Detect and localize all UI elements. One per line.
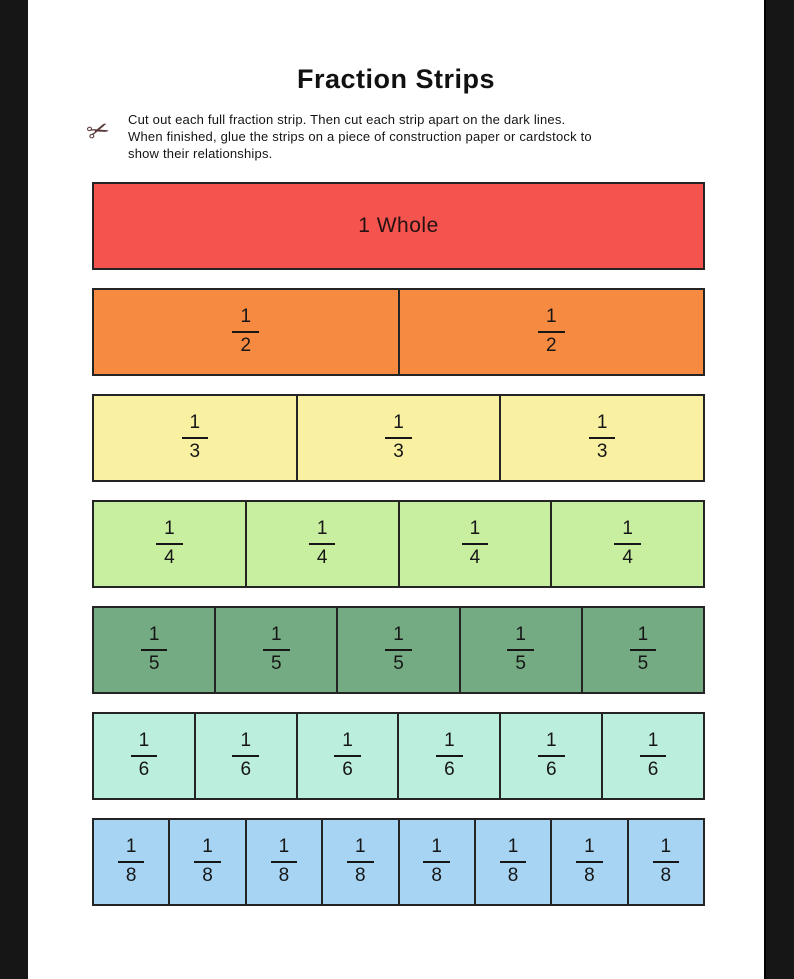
fraction-denominator: 4 bbox=[164, 547, 175, 568]
fraction-denominator: 5 bbox=[271, 653, 282, 674]
left-frame-bar bbox=[0, 0, 28, 979]
fraction-denominator: 3 bbox=[393, 441, 404, 462]
fraction-cell bbox=[398, 502, 551, 586]
fraction-value bbox=[263, 625, 290, 675]
strip-whole bbox=[92, 182, 705, 270]
fraction-numerator: 1 bbox=[271, 837, 298, 863]
strip-1-5 bbox=[92, 606, 705, 694]
instructions-text bbox=[128, 111, 592, 162]
fraction-denominator: 6 bbox=[342, 759, 353, 780]
fraction-numerator: 1 bbox=[436, 731, 463, 757]
instructions-line: Cut out each full fraction strip. Then cut each strip apart on the dark lines. bbox=[128, 112, 566, 127]
fraction-denominator: 8 bbox=[660, 865, 672, 886]
fraction-numerator: 1 bbox=[141, 625, 168, 651]
fraction-value bbox=[385, 625, 412, 675]
fraction-numerator: 1 bbox=[385, 413, 412, 439]
fraction-value bbox=[500, 837, 527, 887]
fraction-cell bbox=[550, 502, 703, 586]
strip-1-3 bbox=[92, 394, 705, 482]
fraction-denominator: 8 bbox=[202, 865, 213, 886]
fraction-numerator: 1 bbox=[500, 837, 527, 863]
strip-1-2 bbox=[92, 288, 705, 376]
fraction-numerator: 1 bbox=[538, 307, 565, 333]
fraction-cell bbox=[245, 820, 321, 904]
fraction-cell bbox=[321, 820, 397, 904]
fraction-denominator: 3 bbox=[189, 441, 201, 462]
fraction-numerator: 1 bbox=[263, 625, 290, 651]
fraction-denominator: 5 bbox=[515, 653, 526, 674]
fraction-cell bbox=[296, 714, 398, 798]
fraction-cell bbox=[94, 502, 245, 586]
fraction-value bbox=[156, 519, 183, 569]
strip-1-8 bbox=[92, 818, 705, 906]
fraction-value bbox=[538, 307, 565, 357]
instructions bbox=[82, 111, 706, 162]
fraction-cell bbox=[601, 714, 703, 798]
fraction-value bbox=[576, 837, 603, 887]
fraction-strips bbox=[92, 182, 705, 906]
fraction-value bbox=[309, 519, 336, 569]
fraction-denominator: 6 bbox=[647, 759, 659, 780]
fraction-value bbox=[423, 837, 450, 887]
fraction-cell bbox=[336, 608, 458, 692]
fraction-numerator: 1 bbox=[589, 413, 616, 439]
fraction-denominator: 6 bbox=[240, 759, 252, 780]
fraction-numerator: 1 bbox=[334, 731, 361, 757]
fraction-numerator: 1 bbox=[462, 519, 489, 545]
fraction-numerator: 1 bbox=[309, 519, 336, 545]
fraction-cell bbox=[581, 608, 703, 692]
fraction-denominator: 6 bbox=[545, 759, 557, 780]
fraction-denominator: 6 bbox=[444, 759, 455, 780]
fraction-numerator: 1 bbox=[614, 519, 641, 545]
fraction-value bbox=[507, 625, 534, 675]
fraction-numerator: 1 bbox=[182, 413, 209, 439]
fraction-cell bbox=[398, 290, 704, 374]
fraction-cell bbox=[499, 396, 703, 480]
fraction-value bbox=[232, 307, 259, 357]
fraction-value bbox=[131, 731, 158, 781]
fraction-value bbox=[385, 413, 412, 463]
fraction-numerator: 1 bbox=[423, 837, 450, 863]
fraction-cell bbox=[296, 396, 500, 480]
fraction-cell bbox=[94, 820, 168, 904]
fraction-value bbox=[118, 837, 145, 887]
fraction-value bbox=[232, 731, 259, 781]
fraction-cell bbox=[474, 820, 550, 904]
fraction-cell bbox=[459, 608, 581, 692]
fraction-value bbox=[271, 837, 298, 887]
fraction-denominator: 5 bbox=[148, 653, 160, 674]
fraction-value bbox=[141, 625, 168, 675]
fraction-cell bbox=[94, 714, 194, 798]
fraction-denominator: 8 bbox=[507, 865, 519, 886]
fraction-value bbox=[653, 837, 680, 887]
fraction-cell bbox=[168, 820, 244, 904]
fraction-numerator: 1 bbox=[507, 625, 534, 651]
fraction-denominator: 8 bbox=[431, 865, 442, 886]
fraction-cell bbox=[194, 714, 296, 798]
fraction-value bbox=[589, 413, 616, 463]
fraction-cell bbox=[94, 184, 703, 268]
fraction-numerator: 1 bbox=[347, 837, 374, 863]
fraction-denominator: 6 bbox=[138, 759, 150, 780]
instructions-line: show their relationships. bbox=[128, 146, 273, 161]
fraction-denominator: 5 bbox=[393, 653, 404, 674]
fraction-numerator: 1 bbox=[131, 731, 158, 757]
fraction-denominator: 8 bbox=[278, 865, 290, 886]
fraction-value bbox=[538, 731, 565, 781]
fraction-numerator: 1 bbox=[630, 625, 657, 651]
fraction-numerator: 1 bbox=[194, 837, 221, 863]
whole-label: 1 Whole bbox=[358, 214, 439, 237]
fraction-numerator: 1 bbox=[118, 837, 145, 863]
fraction-denominator: 4 bbox=[622, 547, 633, 568]
fraction-denominator: 2 bbox=[240, 335, 252, 356]
fraction-denominator: 4 bbox=[469, 547, 481, 568]
fraction-value bbox=[462, 519, 489, 569]
fraction-cell bbox=[214, 608, 336, 692]
fraction-value bbox=[194, 837, 221, 887]
fraction-numerator: 1 bbox=[640, 731, 667, 757]
fraction-numerator: 1 bbox=[232, 307, 259, 333]
fraction-denominator: 4 bbox=[316, 547, 328, 568]
instructions-line: When finished, glue the strips on a piece of construction paper or cardstock to bbox=[128, 129, 592, 144]
fraction-value bbox=[347, 837, 374, 887]
fraction-value bbox=[640, 731, 667, 781]
fraction-denominator: 3 bbox=[596, 441, 608, 462]
fraction-numerator: 1 bbox=[538, 731, 565, 757]
right-frame-bar bbox=[764, 0, 794, 979]
fraction-value bbox=[630, 625, 657, 675]
fraction-value bbox=[182, 413, 209, 463]
fraction-cell bbox=[550, 820, 626, 904]
page-title: Fraction Strips bbox=[296, 64, 496, 94]
fraction-numerator: 1 bbox=[232, 731, 259, 757]
fraction-value bbox=[334, 731, 361, 781]
fraction-numerator: 1 bbox=[653, 837, 680, 863]
fraction-cell bbox=[627, 820, 703, 904]
fraction-value bbox=[614, 519, 641, 569]
fraction-denominator: 5 bbox=[637, 653, 649, 674]
worksheet-page bbox=[28, 0, 764, 979]
fraction-denominator: 8 bbox=[584, 865, 595, 886]
fraction-cell bbox=[94, 608, 214, 692]
strip-1-4 bbox=[92, 500, 705, 588]
fraction-value bbox=[436, 731, 463, 781]
fraction-denominator: 8 bbox=[355, 865, 366, 886]
fraction-cell bbox=[397, 714, 499, 798]
scissors-icon: ✂ bbox=[82, 113, 114, 149]
fraction-cell bbox=[398, 820, 474, 904]
fraction-numerator: 1 bbox=[385, 625, 412, 651]
fraction-cell bbox=[94, 290, 398, 374]
strip-1-6 bbox=[92, 712, 705, 800]
fraction-cell bbox=[94, 396, 296, 480]
fraction-numerator: 1 bbox=[156, 519, 183, 545]
fraction-cell bbox=[499, 714, 601, 798]
fraction-numerator: 1 bbox=[576, 837, 603, 863]
fraction-denominator: 2 bbox=[545, 335, 557, 356]
fraction-denominator: 8 bbox=[125, 865, 137, 886]
fraction-cell bbox=[245, 502, 398, 586]
